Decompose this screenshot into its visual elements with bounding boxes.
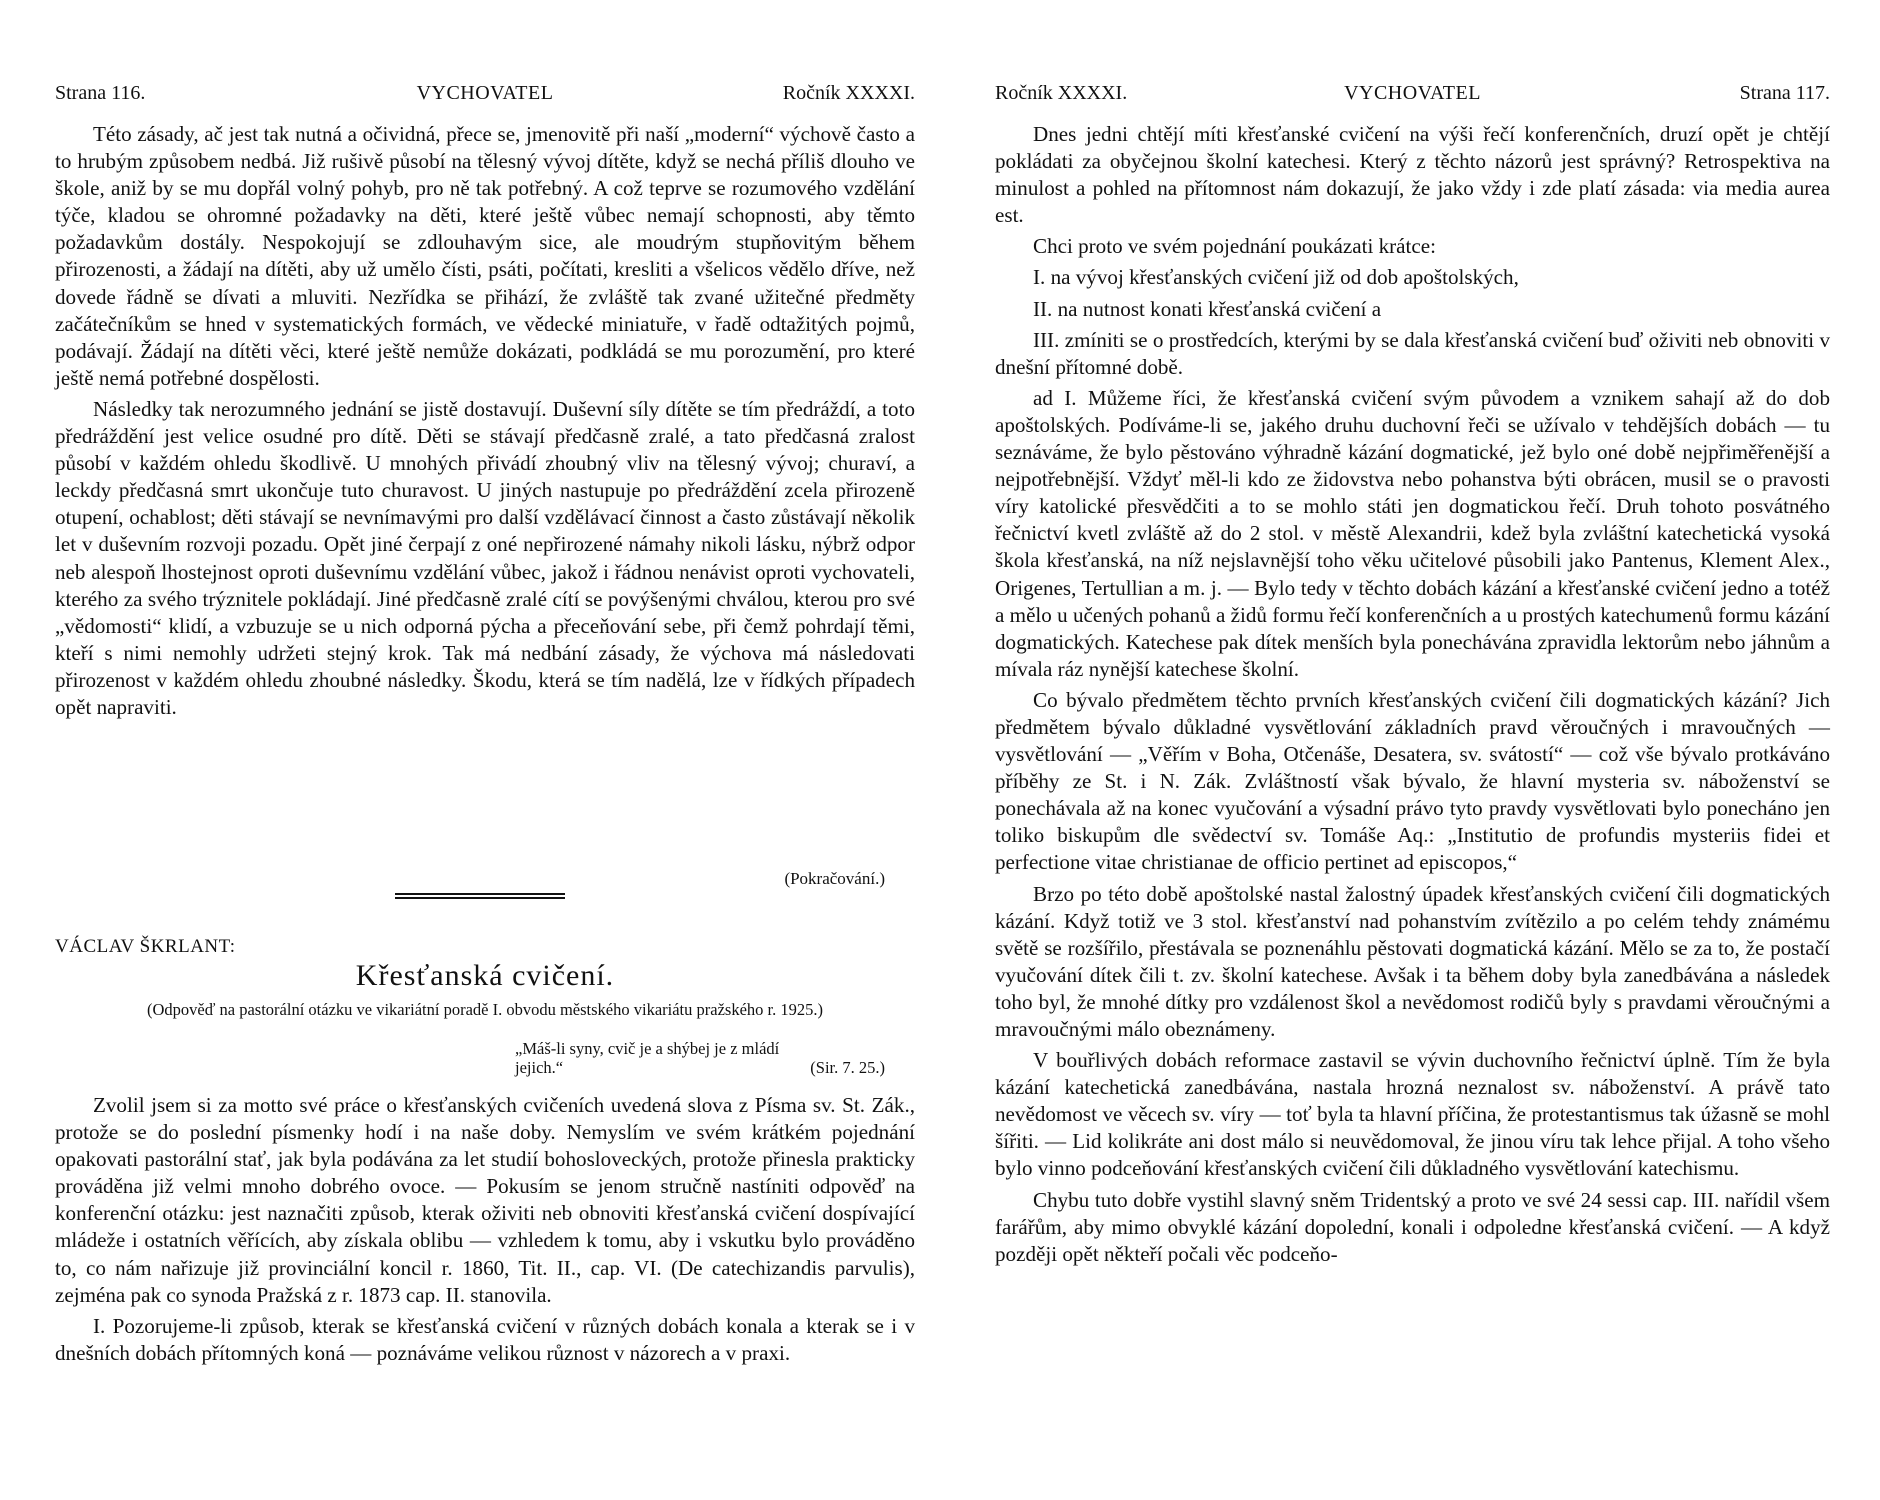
running-head-right: [995, 82, 1830, 108]
page-number: Strana 117.: [1739, 82, 1830, 104]
list-item: III. zmíniti se o prostředcích, kterými by se dala křesťanská cvičení buď oživiti neb obnoviti v dnešní přítomné době.: [995, 327, 1830, 379]
journal-title: VYCHOVATEL: [416, 82, 554, 104]
motto-line: jejich.“: [515, 1058, 564, 1077]
left-page: [55, 0, 915, 1500]
journal-title: VYCHOVATEL: [1344, 82, 1481, 104]
paragraph: Následky tak nerozumného jednání se jistě dostavují. Duševní síly dítěte se tím předráždí, a toto předráždění jest velice osudné pro dítě. Děti se stávají předčasně zralé, a tato předčasná zralost působí v každém ohledu škodlivě. U mnohých přivádí zhoubný vliv na tělesný vývoj; churaví, a leckdy předčasná smrt ukončuje tuto churavost. U jiných nastupuje po předráždění zcela přirozeně otupení, ochablost; děti stávají se nevnímavými pro další vzdělávací činnost a často zůstávají několik let v duševním rozvoji pozadu. Opět jiné čerpají z oné nepřirozené námahy nikoli lásku, nýbrž odpor neb alespoň lhostejnost oproti duševnímu vzdělání vůbec, jakož i řádnou nenávist oproti vychovateli, kterého za svého trýznitele pokládají. Jiné předčasně zralé cítí se povýšenými chválou, kterou pro své „vědomosti“ klidí, a vzbuzuje se u nich odporná pýcha a přeceňování sebe, při čemž pohrdají těmi, kteří s nimi nemohly udržeti stejný krok. Tak má nedbání zásady, že výchova má následovati přirozenost v každém ohledu zhoubné následky. Škodu, která se tím nadělá, lze v řídkých případech opět napraviti.: [55, 396, 915, 719]
continuation-note: (Pokračování.): [784, 869, 885, 888]
volume-label: Ročník XXXXI.: [782, 82, 915, 104]
list-item: I. na vývoj křesťanských cvičení již od dob apoštolských,: [1033, 265, 1519, 290]
article-title: Křesťanská cvičení.: [355, 959, 615, 992]
article-author: VÁCLAV ŠKRLANT:: [55, 936, 236, 957]
paragraph: ad I. Můžeme říci, že křesťanská cvičení svým původem a vznikem sahají až do dob apoštolských. Podíváme-li se, jakého druhu duchovní řeči se užívalo v tehdějších dobách — tu seznáváme, že bylo pěstováno výhradně kázání dogmatické, jež bylo oné době nejpřiměřenější a nejpotřebnější. Vždyť měl-li kdo ze židovstva nebo pohanstva býti obrácen, musil se o pravosti víry katolické přesvědčiti a to se mohlo státi jen dogmatickou řečí. Druh tohoto posvátného řečnictví kvetl zvláště až do 2 stol. v městě Alexandrii, kdež byla zvláštní katechetická vysoká škola křesťanská, na níž nejslavnější toho věku učitelové působili jako Pantenus, Klement Alex., Origenes, Tertullian a m. j. — Bylo tedy v těchto dobách kázání a křesťanské cvičení jedno a totéž a mělo u učených pohanů a židů formu řečí konferenčních a u prostých katechumenů formu kázání dogmatických. Katechese pak dítek menších byla ponechávána zpravidla lektorům nebo jáhnům a mívala ráz nynější katechese školní.: [995, 385, 1830, 681]
left-text-top: [55, 121, 915, 725]
section-separator: [395, 893, 565, 899]
paragraph: I. Pozorujeme-li způsob, kterak se křesťanská cvičení v různých dobách konala a kterak se i v dnešních dobách přítomných koná — poznáváme velikou různost v názorech a v praxi.: [55, 1313, 915, 1365]
article-subtitle: (Odpověď na pastorální otázku ve vikariátní poradě I. obvodu městského vikariátu pražského r. 1925.): [147, 1000, 823, 1019]
left-text-bottom: [55, 1092, 915, 1371]
paragraph: Dnes jedni chtějí míti křesťanské cvičení na výši řečí konferenčních, druzí opět je chtějí pokládati za obyčejnou školní katechesi. Který z těchto názorů jest správný? Retrospektiva na minulost a pohled na přítomnost nám dokazují, že jako vždy i zde platí zásada: via media aurea est.: [995, 122, 1830, 228]
paragraph: Chybu tuto dobře vystihl slavný sněm Tridentský a proto ve své 24 sessi cap. III. nařídil všem farářům, aby mimo obvyklé kázání dopolední, konali i odpoledne křesťanská cvičení. — A když později opět někteří počali věc podceňo-: [995, 1187, 1830, 1266]
paragraph: Chci proto ve svém pojednání poukázati krátce:: [1033, 234, 1436, 259]
list-item: II. na nutnost konati křesťanská cvičení a: [1033, 296, 1382, 321]
paragraph: Brzo po této době apoštolské nastal žalostný úpadek křesťanských cvičení čili dogmatických kázání. Když totiž ve 3 stol. křesťanství nad pohanstvím zvítězilo a po celém tehdy známému světě se rozšířilo, přestávala se poznenáhlu pěstovati dogmatická kázání. Mělo se za to, že postačí vyučování dítek čili t. zv. školní katechese. Avšak i ta během doby byla zanedbávána a následek toho byl, že mnohé dítky pro vzdálenost škol a nevědomost rodičů byly s pravdami věroučnými a mravoučnými málo obeznámeny.: [995, 881, 1830, 1041]
motto-line: „Máš-li syny, cvič je a shýbej je z mládí: [515, 1039, 780, 1058]
paragraph: Co bývalo předmětem těchto prvních křesťanských cvičení čili dogmatických kázání? Jich předmětem bývalo důkladné vysvětlování základních pravd věroučných i mravoučných — vysvětlování — „Věřím v Boha, Otčenáše, Desatera, sv. svátostí“ — což vše bývalo protkáváno příběhy ze St. i N. Zák. Zvláštností však bývalo, že hlavní mysteria sv. náboženství se ponechávala až na konec vyučování a výsadní právo tyto pravdy vysvětlovati bylo ponecháno jen toliko biskupům dle svědectví sv. Tomáše Aq.: „Institutio de profundis mysteriis fidei et perfectione vitae christianae de officio pertinet ad episcopos,“: [995, 687, 1830, 875]
volume-label: Ročník XXXXI.: [995, 82, 1128, 104]
article-motto: [515, 1039, 885, 1077]
paragraph: Této zásady, ač jest tak nutná a očividná, přece se, jmenovitě při naší „moderní“ výchově často a to hrubým způsobem nedbá. Již rušivě působí na tělesný vývoj dítěte, když se nechá příliš dlouho ve škole, aniž by se mu dopřál volný pohyb, pro ně tak potřebný. A což teprve se rozumového vzdělání týče, kladou se ohromné požadavky na děti, které ještě vůbec nemají schopnosti, aby těmto požadavkům dostály. Nespokojují se zdlouhavým sice, ale moudrým stupňovitým během přirozenosti, a žádají na dítěti, aby už umělo čísti, psáti, počítati, kresliti a všelicos vědělo dříve, než dovede řádně se dívati a mluviti. Nezřídka se přihází, že zvláště tak zvané užitečné předměty začátečníkům se hned v systematických formách, ve vědecké miniatuře, v řadě odtažitých pojmů, podávají. Žádají na dítěti věci, které ještě nemůže dokázati, podkládá se mu porozumění, pro které ještě nemá potřebné dospělosti.: [55, 122, 915, 390]
paragraph: Zvolil jsem si za motto své práce o křesťanských cvičeních uvedená slova z Písma sv. St. Zák., protože se do poslední písmenky hodí i na naše doby. Nemyslím ve svém krátkém pojednání opakovati pastorální stať, jak byla podávána za let studií bohosloveckých, protože přinesla prakticky prováděna již velmi mnoho dobrého ovoce. — Pokusím se jenom stručně nastíniti odpověď na konferenční otázku: jest naznačiti způsob, kterak oživiti neb obnoviti křesťanská cvičení dospívající mládeže i ostatních věřících, aby získala oblibu — vzhledem k tomu, aby i vskutku bylo prováděno to, co nám nařizuje již provinciální koncil r. 1860, Tit. II., cap. VI. (De catechizandis parvulis), zejména pak co synoda Pražská z r. 1873 cap. II. stanovila.: [55, 1093, 915, 1307]
page-number: Strana 116.: [55, 82, 146, 104]
right-page: [995, 0, 1830, 1500]
motto-citation: (Sir. 7. 25.): [810, 1058, 885, 1077]
right-text: [995, 121, 1830, 1272]
running-head-left: [55, 82, 915, 108]
paragraph: V bouřlivých dobách reformace zastavil se vývin duchovního řečnictví úplně. Tím že byla kázání katechetická zanedbávána, nastala hrozná neznalost sv. náboženství. A právě tato nevědomost ve věcech sv. víry — toť byla ta hlavní příčina, že protestantismus tak úžasně se mohl šířiti. — Lid kolikráte ani dost málo si neuvědomoval, že jinou víru tak lehce přijal. A toho všeho bylo vinno podceňování křesťanských cvičení čili důkladného vysvětlování katechismu.: [995, 1048, 1830, 1181]
